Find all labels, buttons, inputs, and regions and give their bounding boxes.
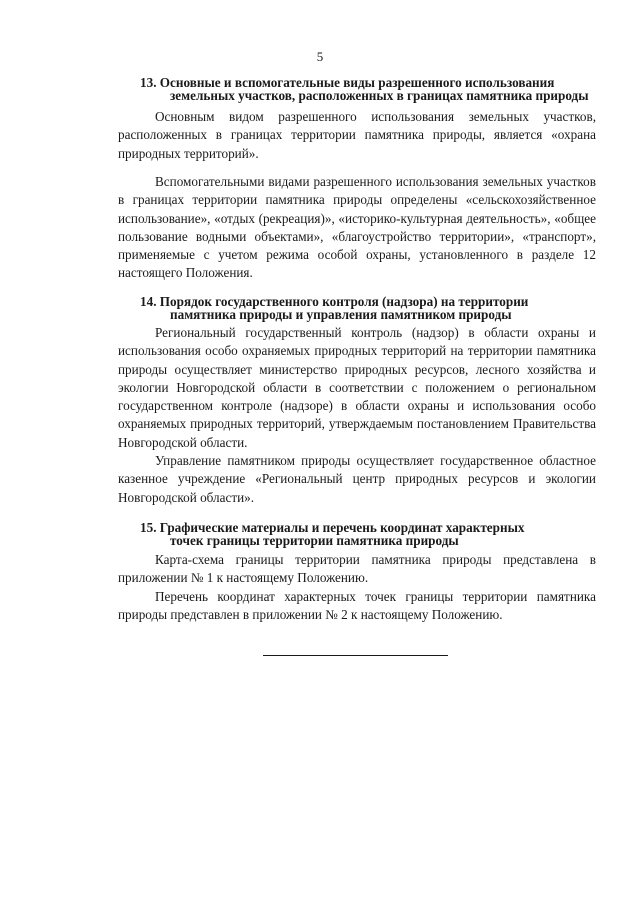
section-14-heading (118, 295, 596, 321)
section-13-heading (118, 76, 596, 102)
end-rule (263, 655, 448, 656)
section-14-paragraph-1: Региональный государственный контроль (надзор) в области охраны и использования особо охраняемых природных территорий на территории памятника природы осуществляет министерство природных ресурсов, лесного хозяйства и экологии Новгородской области в соответствии с положением о региональном государственном контроле (надзоре) в области охраны и использования особо охраняемых природных территорий, утверждаемым постановлением Правительства Новгородской области. (118, 325, 596, 450)
section-13-paragraph-1: Основным видом разрешенного использования земельных участков, расположенных в границах территории памятника природы, является «охрана природных территорий». (118, 109, 596, 161)
page-number: 5 (316, 49, 324, 64)
section-13-heading-rest: земельных участков, расположенных в границах памятника природы (170, 88, 589, 103)
section-15-heading-rest: точек границы территории памятника природы (170, 533, 459, 548)
section-14-heading-line1: 14. Порядок государственного контроля (надзора) на территории (140, 294, 529, 309)
section-13-paragraph-2: Вспомогательными видами разрешенного использования земельных участков в границах территории памятника природы определены «сельскохозяйственное использование», «отдых (рекреация)», «историко-культурная деятельность», «общее пользование водными объектами», «благоустройство территории», «транспорт», применяемые с учетом режима особой охраны, установленного в разделе 12 настоящего Положения. (118, 174, 596, 281)
section-14-heading-rest: памятника природы и управления памятником природы (170, 307, 512, 322)
section-14-paragraph-2: Управление памятником природы осуществляет государственное областное казенное учреждение «Региональный центр природных ресурсов и экологии Новгородской области». (118, 453, 596, 505)
section-15-heading (118, 521, 596, 547)
section-15-paragraph-2: Перечень координат характерных точек границы территории памятника природы представлен в приложении № 2 к настоящему Положению. (118, 589, 596, 623)
section-15-heading-line1: 15. Графические материалы и перечень координат характерных (140, 520, 525, 535)
section-13-heading-line1: 13. Основные и вспомогательные виды разрешенного использования (140, 75, 555, 90)
section-15-paragraph-1: Карта-схема границы территории памятника природы представлена в приложении № 1 к настоящему Положению. (118, 552, 596, 586)
